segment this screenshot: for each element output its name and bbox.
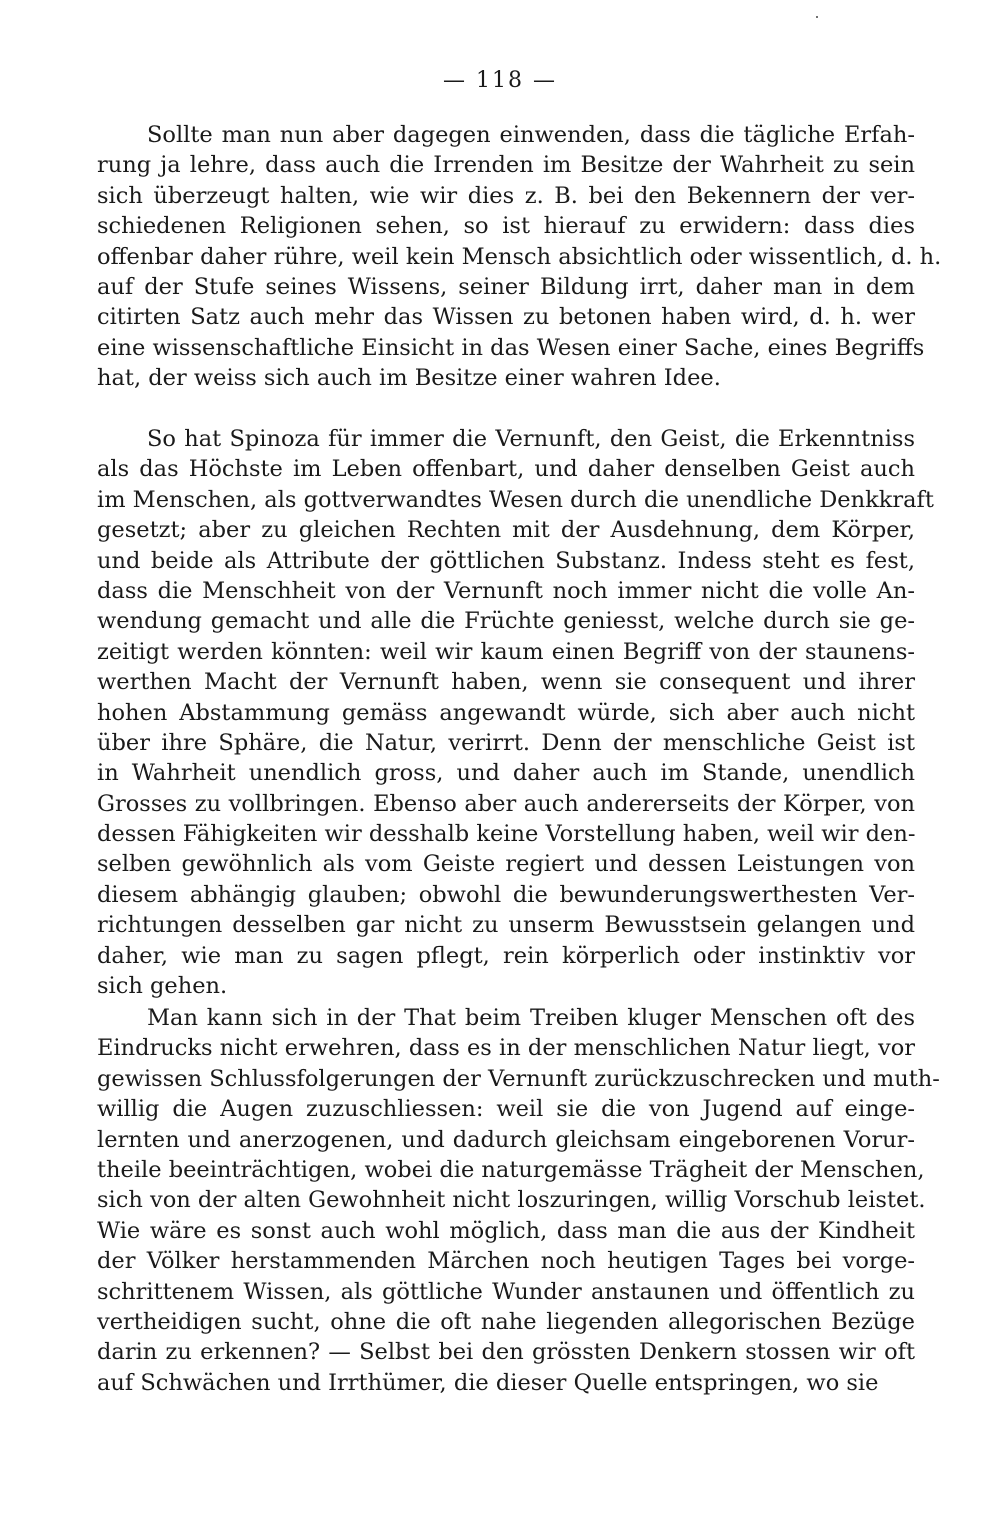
text-line: über ihre Sphäre, die Natur, verirrt. Denn der menschliche Geist ist <box>97 729 915 756</box>
text-line: lernten und anerzogenen, und dadurch gleichsam eingeborenen Vorur- <box>97 1126 915 1153</box>
text-line: gewissen Schlussfolgerungen der Vernunft zurückzuschrecken und muth- <box>97 1065 940 1092</box>
text-line: theile beeinträchtigen, wobei die naturgemässe Trägheit der Menschen, <box>97 1156 925 1183</box>
text-line: So hat Spinoza für immer die Vernunft, den Geist, die Erkenntniss <box>147 426 915 452</box>
text-line: Wie wäre es sonst auch wohl möglich, dass man die aus der Kindheit <box>97 1217 915 1244</box>
text-line: dessen Fähigkeiten wir desshalb keine Vorstellung haben, weil wir den- <box>97 821 916 848</box>
text-line: vertheidigen sucht, ohne die oft nahe liegenden allegorischen Bezüge <box>97 1308 915 1335</box>
text-line: als das Höchste im Leben offenbart, und daher denselben Geist auch <box>97 456 915 483</box>
text-line: rung ja lehre, dass auch die Irrenden im Besitze der Wahrheit zu sein <box>97 152 915 179</box>
paragraph-2 <box>97 424 934 1001</box>
speck-mark <box>816 16 818 18</box>
text-line: im Menschen, als gottverwandtes Wesen durch die unendliche Denkkraft <box>97 486 934 513</box>
text-line: hat, der weiss sich auch im Besitze einer wahren Idee. <box>97 365 721 392</box>
text-line: der Völker herstammenden Märchen noch heutigen Tages bei vorge- <box>97 1248 915 1275</box>
text-line: dass die Menschheit von der Vernunft noch immer nicht die volle An- <box>97 577 915 604</box>
text-line: darin zu erkennen? — Selbst bei den grössten Denkern stossen wir oft <box>97 1339 915 1366</box>
text-line: sich von der alten Gewohnheit nicht loszuringen, willig Vorschub leistet. <box>97 1187 926 1214</box>
page-number: — 118 — <box>443 68 557 93</box>
text-line: sich gehen. <box>97 973 228 1000</box>
text-line: Grosses zu vollbringen. Ebenso aber auch andererseits der Körper, von <box>97 790 915 817</box>
text-line: sich überzeugt halten, wie wir dies z. B. bei den Bekennern der ver- <box>97 182 915 209</box>
text-line: citirten Satz auch mehr das Wissen zu betonen haben wird, d. h. wer <box>97 304 915 331</box>
text-line: zeitigt werden könnten: weil wir kaum einen Begriff von der staunens- <box>97 638 915 665</box>
text-line: werthen Macht der Vernunft haben, wenn sie consequent und ihrer <box>97 669 915 696</box>
text-line: daher, wie man zu sagen pflegt, rein körperlich oder instinktiv vor <box>97 942 915 969</box>
text-line: willig die Augen zuzuschliessen: weil sie die von Jugend auf einge- <box>97 1096 915 1123</box>
text-line: Eindrucks nicht erwehren, dass es in der menschlichen Natur liegt, vor <box>97 1035 915 1062</box>
text-line: offenbar daher rühre, weil kein Mensch absichtlich oder wissentlich, d. h. <box>97 243 942 270</box>
text-line: und beide als Attribute der göttlichen Substanz. Indess steht es fest, <box>97 547 915 574</box>
text-line: Sollte man nun aber dagegen einwenden, dass die tägliche Erfah- <box>147 122 915 148</box>
text-line: schrittenem Wissen, als göttliche Wunder anstaunen und öffentlich zu <box>97 1278 915 1305</box>
paragraph-3 <box>97 1003 940 1398</box>
text-line: auf der Stufe seines Wissens, seiner Bildung irrt, daher man in dem <box>97 273 915 300</box>
text-line: richtungen desselben gar nicht zu unserm Bewusstsein gelangen und <box>97 912 915 939</box>
text-line: eine wissenschaftliche Einsicht in das Wesen einer Sache, eines Begriffs <box>97 334 925 361</box>
text-line: Man kann sich in der That beim Treiben kluger Menschen oft des <box>147 1005 915 1031</box>
text-line: selben gewöhnlich als vom Geiste regiert und dessen Leistungen von <box>97 851 915 878</box>
text-line: hohen Abstammung gemäss angewandt würde, sich aber auch nicht <box>97 699 915 726</box>
text-line: diesem abhängig glauben; obwohl die bewunderungswerthesten Ver- <box>97 881 915 908</box>
text-line: wendung gemacht und alle die Früchte geniesst, welche durch sie ge- <box>97 608 915 635</box>
text-line: schiedenen Religionen sehen, so ist hierauf zu erwidern: dass dies <box>97 213 915 240</box>
text-line: in Wahrheit unendlich gross, und daher auch im Stande, unendlich <box>97 760 915 787</box>
text-line: gesetzt; aber zu gleichen Rechten mit der Ausdehnung, dem Körper, <box>97 517 915 544</box>
text-line: auf Schwächen und Irrthümer, die dieser Quelle entspringen, wo sie <box>97 1369 879 1396</box>
paragraph-1 <box>97 120 942 394</box>
